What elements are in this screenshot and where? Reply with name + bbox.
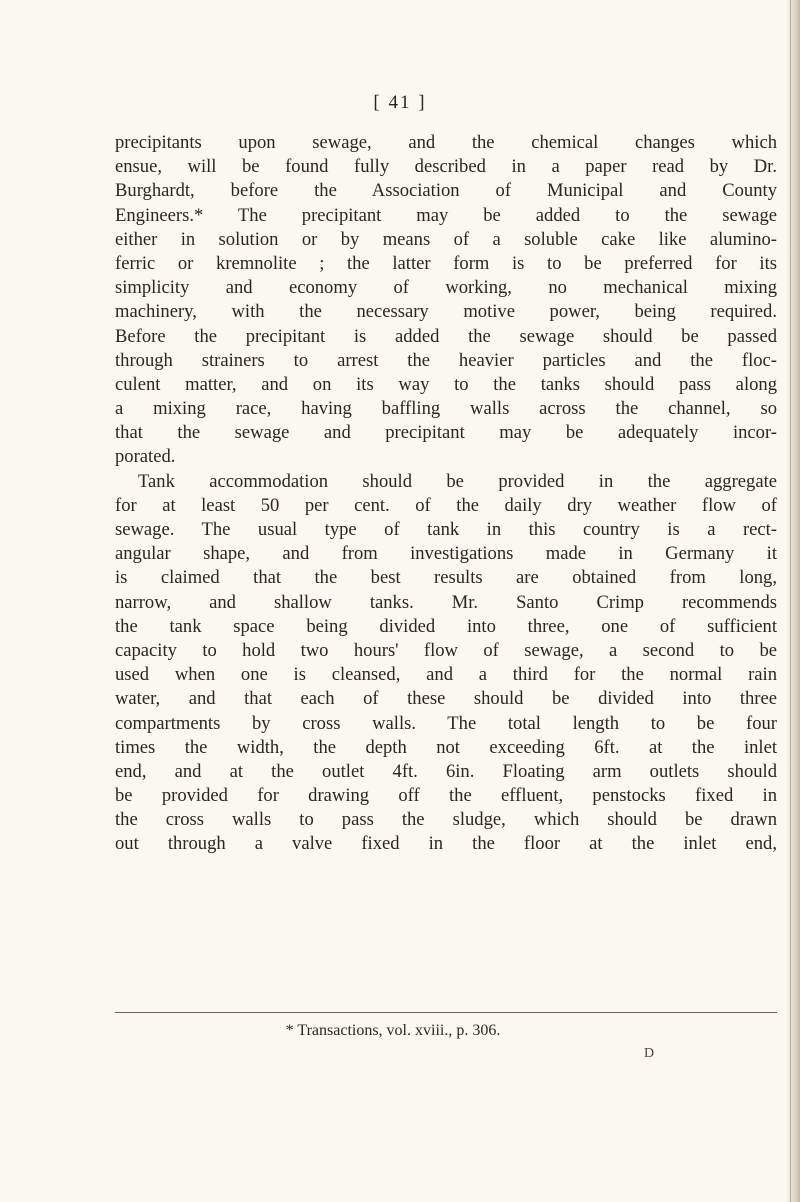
text-line: for at least 50 per cent. of the daily dry weather flow of [115,494,777,516]
text-line: culent matter, and on its way to the tanks should pass along [115,373,777,395]
footnote: * Transactions, vol. xviii., p. 306. [285,1022,501,1039]
body-text [115,131,777,857]
text-line: Before the precipitant is added the sewage should be passed [115,325,777,347]
text-line: end, and at the outlet 4ft. 6in. Floating arm outlets should [115,760,777,782]
text-line: compartments by cross walls. The total length to be four [115,712,777,734]
text-line: used when one is cleansed, and a third for the normal rain [115,664,777,686]
text-line: narrow, and shallow tanks. Mr. Santo Crimp recommends [115,591,777,613]
text-line: water, and that each of these should be divided into three [115,688,777,710]
text-line: ensue, will be found fully described in a paper read by Dr. [115,156,777,178]
text-line: Engineers.* The precipitant may be added to the sewage [115,204,777,226]
text-line: that the sewage and precipitant may be adequately incor- [115,422,777,444]
text-line: capacity to hold two hours' flow of sewage, a second to be [115,639,777,661]
text-line: out through a valve fixed in the floor at the inlet end, [115,833,777,855]
text-line: through strainers to arrest the heavier particles and the floc- [115,349,777,371]
text-line: Tank accommodation should be provided in the aggregate [138,470,777,492]
text-line: Burghardt, before the Association of Municipal and County [115,180,777,202]
text-line: sewage. The usual type of tank in this country is a rect- [115,519,777,540]
signature-mark: D [644,1046,655,1061]
footnote-rule [115,1012,777,1013]
text-line: machinery, with the necessary motive power, being required. [115,301,777,323]
text-line: is claimed that the best results are obtained from long, [115,567,777,589]
text-line: angular shape, and from investigations made in Germany it [115,543,777,565]
text-line: the cross walls to pass the sludge, which should be drawn [115,809,777,831]
text-line: precipitants upon sewage, and the chemical changes which [115,132,777,153]
text-line: a mixing race, having baffling walls across the channel, so [115,398,777,420]
page-number: [ 41 ] [373,92,427,113]
text-line: simplicity and economy of working, no mechanical mixing [115,277,777,299]
text-line: porated. [115,446,176,468]
text-line: the tank space being divided into three, one of sufficient [115,615,777,637]
text-line: times the width, the depth not exceeding 6ft. at the inlet [115,736,777,758]
text-line: be provided for drawing off the effluent, penstocks fixed in [115,785,777,807]
text-line: ferric or kremnolite ; the latter form is to be preferred for its [115,252,777,274]
text-line: either in solution or by means of a soluble cake like alumino- [115,228,777,250]
